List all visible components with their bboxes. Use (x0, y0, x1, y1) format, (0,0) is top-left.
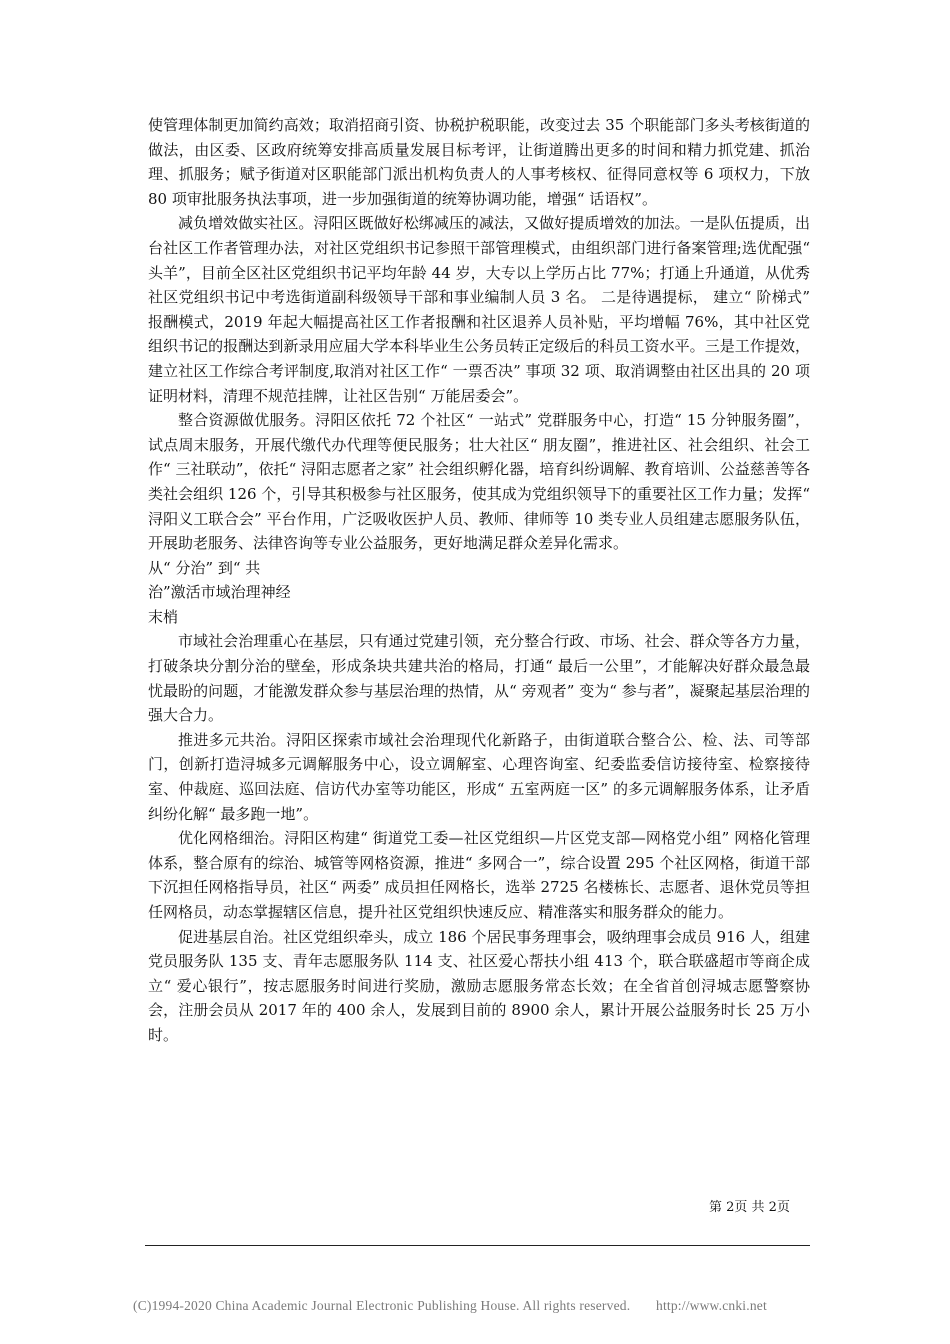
body-paragraph: 优化网格细治。浔阳区构建“ 街道党工委—社区党组织—片区党支部—网格党小组” 网格化管理体系，整合原有的综治、城管等网格资源，推进“ 多网合一”，综合设置 295 个社区网格，街道干部下沉担任网格指导员，社区“ 两委” 成员担任网格长，选举 2725 名楼栋长、志愿者、退休党员等担任网格员，动态掌握辖区信息，提升社区党组织快速反应、精准落实和服务群众的能力。 (148, 829, 810, 921)
article-body (148, 113, 810, 1048)
copyright-text: (C)1994-2020 China Academic Journal Electronic Publishing House. All rights reserved. (133, 1298, 631, 1313)
footer-divider (145, 1245, 810, 1246)
page-number: 第 2页 共 2页 (709, 1200, 790, 1215)
section-heading (148, 556, 810, 630)
section-heading-line: 从“ 分治” 到“ 共 (148, 558, 261, 577)
body-paragraph: 推进多元共治。浔阳区探索市域社会治理现代化新路子，由街道联合整合公、检、法、司等部门，创新打造浔城多元调解服务中心，设立调解室、心理咨询室、纪委监委信访接待室、检察接待室、仲裁庭、巡回法庭、信访代办室等功能区，形成“ 五室两庭一区” 的多元调解服务体系，让矛盾纠纷化解“ 最多跑一地”。 (148, 730, 810, 823)
body-paragraph: 整合资源做优服务。浔阳区依托 72 个社区“ 一站式” 党群服务中心，打造“ 15 分钟服务圈”，试点周末服务，开展代缴代办代理等便民服务；壮大社区“ 朋友圈”，推进社区、社会组织、社会工作“ 三社联动”，依托“ 浔阳志愿者之家” 社会组织孵化器，培育纠纷调解、教育培训、公益慈善等各类社会组织 126 个，引导其积极参与社区服务，使其成为党组织领导下的重要社区工作力量；发挥“ 浔阳义工联合会” 平台作用，广泛吸收医护人员、教师、律师等 10 类专业人员组建志愿服务队伍，开展助老服务、法律咨询等专业公益服务，更好地满足群众差异化需求。 (148, 411, 810, 553)
section-heading-line: 末梢 (148, 607, 179, 626)
website-link[interactable]: http://www.cnki.net (656, 1298, 767, 1313)
copyright-line (133, 1298, 767, 1314)
body-paragraph: 促进基层自治。社区党组织牵头，成立 186 个居民事务理事会，吸纳理事会成员 916 人，组建党员服务队 135 支、青年志愿服务队 114 支、社区爱心帮扶小组 413 个，联合联盛超市等商企成立“ 爱心银行”，按志愿服务时间进行奖励，激励志愿服务常态长效；在全省首创浔城志愿警察协会，注册会员从 2017 年的 400 余人，发展到目前的 8900 余人，累计开展公益服务时长 25 万小时。 (148, 927, 810, 1044)
section-heading-line: 治”激活市域治理神经 (148, 583, 291, 602)
body-paragraph: 使管理体制更加简约高效；取消招商引资、协税护税职能，改变过去 35 个职能部门多头考核街道的做法，由区委、区政府统筹安排高质量发展目标考评，让街道腾出更多的时间和精力抓党建、抓治理、抓服务；赋予街道对区职能部门派出机构负责人的人事考核权、征得同意权等 6 项权力，下放 80 项审批服务执法事项，进一步加强街道的统筹协调功能，增强“ 话语权”。 (148, 116, 810, 208)
body-paragraph: 减负增效做实社区。浔阳区既做好松绑减压的减法，又做好提质增效的加法。一是队伍提质，出台社区工作者管理办法，对社区党组织书记参照干部管理模式，由组织部门进行备案管理;选优配强“ 头羊”，目前全区社区党组织书记平均年龄 44 岁，大专以上学历占比 77%；打通上升通道，从优秀社区党组织书记中考选街道副科级领导干部和事业编制人员 3 名。 二是待遇提标， 建立“ 阶梯式” 报酬模式，2019 年起大幅提高社区工作者报酬和社区退养人员补贴，平均增幅 76%，其中社区党组织书记的报酬达到新录用应届大学本科毕业生公务员转正定级后的科员工资水平。三是工作提效，建立社区工作综合考评制度,取消对社区工作“ 一票否决” 事项 32 项、取消调整由社区出具的 20 项证明材料，清理不规范挂牌，让社区告别“ 万能居委会”。 (148, 214, 810, 405)
body-paragraph: 市域社会治理重心在基层，只有通过党建引领，充分整合行政、市场、社会、群众等各方力量，打破条块分割分治的壁垒，形成条块共建共治的格局，打通“ 最后一公里”，才能解决好群众最急最忧最盼的问题，才能激发群众参与基层治理的热情，从“ 旁观者” 变为“ 参与者”，凝聚起基层治理的强大合力。 (148, 632, 810, 725)
